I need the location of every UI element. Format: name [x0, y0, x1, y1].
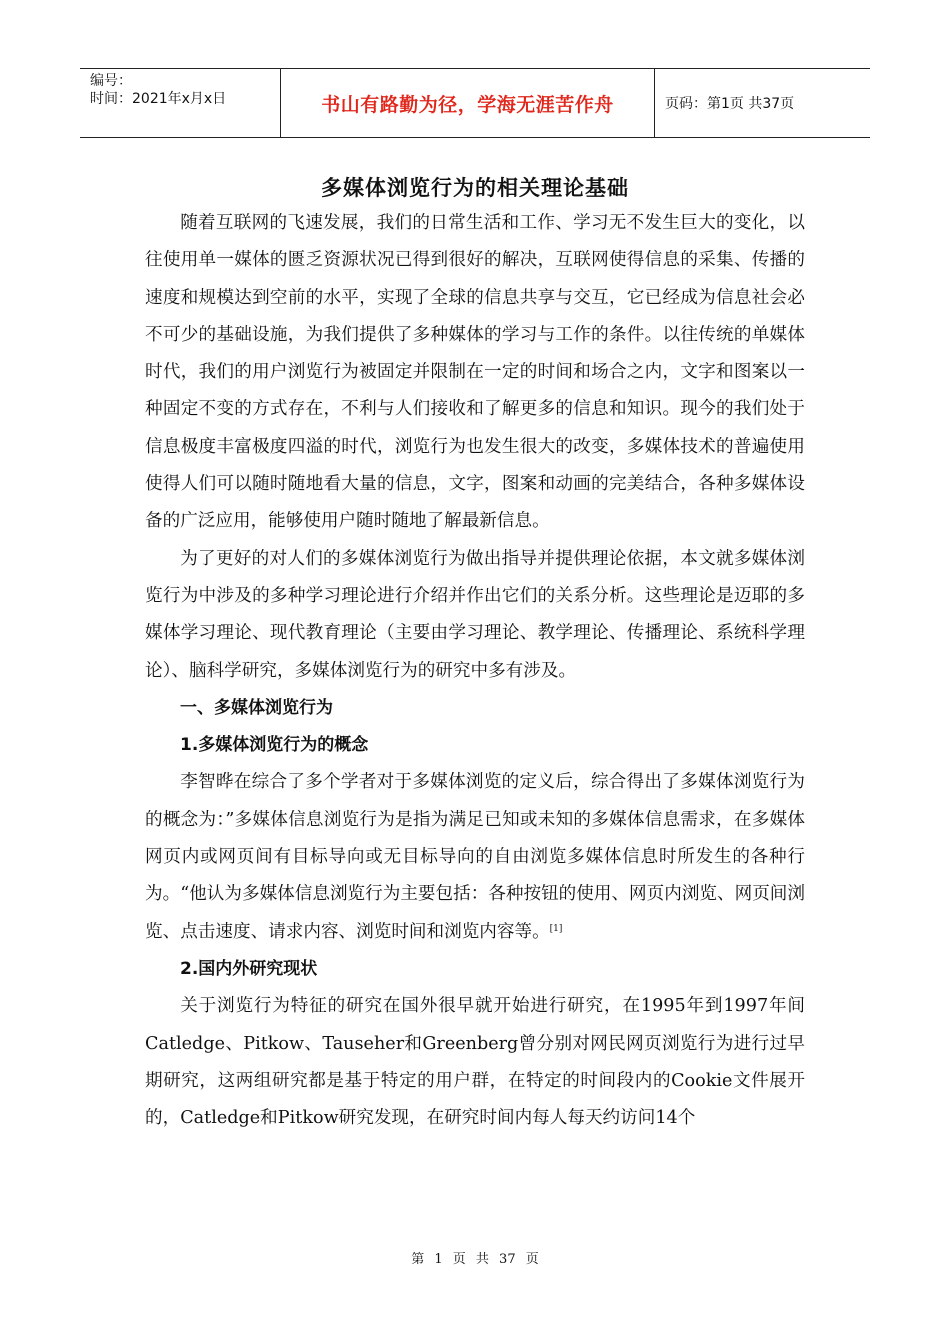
- paragraph-research-status: 关于浏览行为特征的研究在国外很早就开始进行研究，在1995年到1997年间Catledge、Pitkow、Tauseher和Greenberg曾分别对网民网页浏览行为进行过早期研究，这两组研究都是基于特定的用户群，在特定的时间段内的Cookie文件展开的，Catledge和Pitkow研究发现，在研究时间内每人每天约访问14个: [145, 996, 805, 1129]
- section-heading-1: 一、多媒体浏览行为: [180, 697, 333, 718]
- motto-text: 书山有路勤为径，学海无涯苦作舟: [321, 93, 614, 116]
- number-label: 编号：: [90, 73, 132, 89]
- header-table: [80, 68, 870, 138]
- paragraph-intro: 随着互联网的飞速发展，我们的日常生活和工作、学习无不发生巨大的变化，以往使用单一媒体的匮乏资源状况已得到很好的解决，互联网使得信息的采集、传播的速度和规模达到空前的水平，实现了全球的信息共享与交互，它已经成为信息社会必不可少的基础设施，为我们提供了多种媒体的学习与工作的条件。以往传统的单媒体时代，我们的用户浏览行为被固定并限制在一定的时间和场合之内，文字和图案以一种固定不变的方式存在，不利与人们接收和了解更多的信息和知识。现今的我们处于信息极度丰富极度四溢的时代，浏览行为也发生很大的改变，多媒体技术的普遍使用使得人们可以随时随地看大量的信息，文字，图案和动画的完美结合，各种多媒体设备的广泛应用，能够使用户随时随地了解最新信息。: [145, 213, 805, 532]
- paragraph-concept-text: 李智晔在综合了多个学者对于多媒体浏览的定义后，综合得出了多媒体浏览行为的概念为：”多媒体信息浏览行为是指为满足已知或未知的多媒体信息需求，在多媒体网页内或网页间有目标导向或无目标导向的自由浏览多媒体信息时所发生的各种行为。“他认为多媒体信息浏览行为主要包括：各种按钮的使用、网页内浏览、网页间浏览、点击速度、请求内容、浏览时间和浏览内容等。: [145, 772, 805, 942]
- subsection-heading-1-1: 1.多媒体浏览行为的概念: [180, 735, 369, 756]
- header-meta-cell: [80, 69, 281, 137]
- document-body: [145, 205, 805, 1137]
- page-code: 页码：第1页 共37页: [665, 96, 795, 112]
- paragraph-purpose: 为了更好的对人们的多媒体浏览行为做出指导并提供理论依据，本文就多媒体浏览行为中涉及的多种学习理论进行介绍并作出它们的关系分析。这些理论是迈耶的多媒体学习理论、现代教育理论（主要由学习理论、教学理论、传播理论、系统科学理论）、脑科学研究，多媒体浏览行为的研究中多有涉及。: [145, 548, 805, 681]
- document-title: 多媒体浏览行为的相关理论基础: [321, 176, 629, 200]
- time-label: 时间：2021年x月x日: [90, 91, 227, 107]
- citation-ref: [1]: [549, 923, 563, 934]
- page-footer: 第 1 页 共 37 页: [411, 1252, 539, 1267]
- subsection-heading-1-2: 2.国内外研究现状: [180, 958, 318, 979]
- paragraph-concept: [145, 764, 805, 950]
- header-page-cell: [655, 69, 870, 137]
- header-motto-cell: [281, 69, 655, 137]
